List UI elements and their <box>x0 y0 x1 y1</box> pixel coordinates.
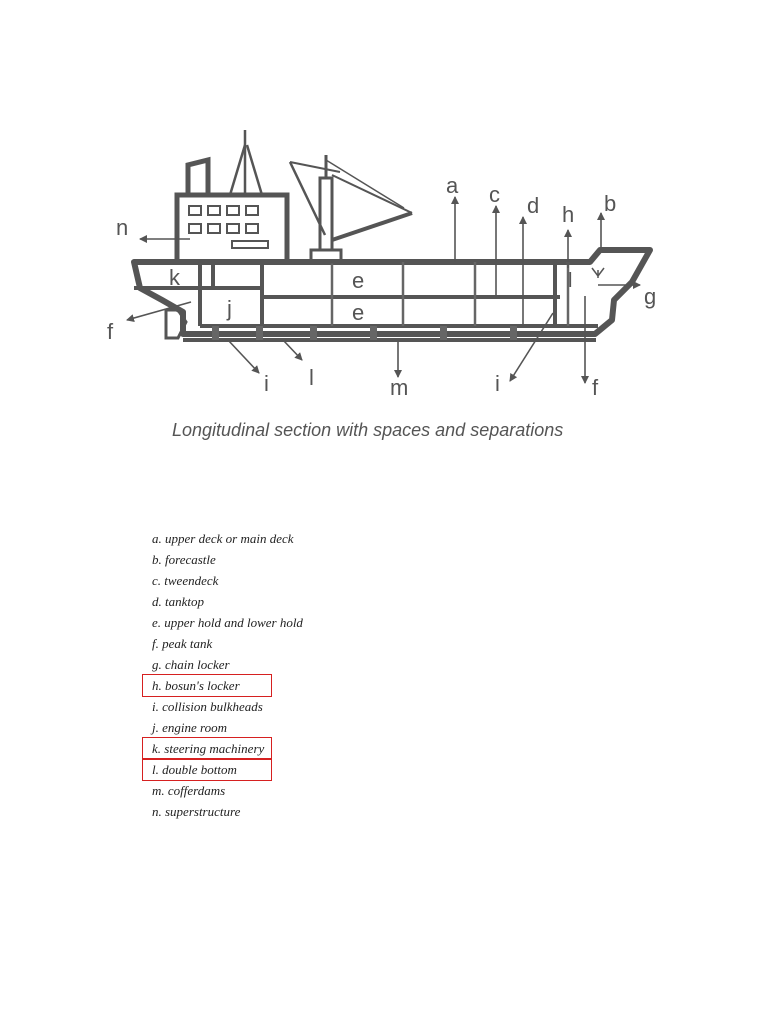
label-c: c <box>489 182 500 207</box>
label-j: j <box>227 296 232 321</box>
superstructure-windows <box>189 206 268 248</box>
legend-item-c: c. tweendeck <box>152 573 219 588</box>
legend-item-d: d. tanktop <box>152 594 204 609</box>
legend-item-m: m. cofferdams <box>152 783 226 798</box>
anchor-symbol <box>592 268 604 278</box>
legend-list <box>152 528 303 822</box>
legend-item-l-highlighted: l. double bottom <box>152 759 303 780</box>
funnel <box>188 160 208 195</box>
label-b: b <box>604 191 617 216</box>
label-n: n <box>116 215 129 240</box>
legend-item-i: i. collision bulkheads <box>152 699 263 714</box>
label-f-stern: f <box>107 319 114 344</box>
label-i-stern: i <box>264 371 269 396</box>
label-e-lower: e <box>352 300 365 325</box>
legend-item-f: f. peak tank <box>152 636 213 651</box>
legend-item-a: a. upper deck or main deck <box>152 531 294 546</box>
label-k: k <box>169 265 180 290</box>
arrow-i-stern <box>228 340 259 373</box>
label-h: h <box>562 202 575 227</box>
label-a: a <box>446 173 459 198</box>
label-e-upper: e <box>352 268 365 293</box>
label-f-bow: f <box>592 375 599 400</box>
label-l-bottom: l <box>309 365 314 390</box>
legend-item-h-highlighted: h. bosun's locker <box>152 675 303 696</box>
label-m: m <box>390 375 409 400</box>
crane <box>290 155 412 262</box>
ship-section-diagram <box>0 110 768 410</box>
label-g: g <box>644 284 657 309</box>
arrow-i-bow <box>510 313 553 381</box>
legend-item-j: j. engine room <box>152 720 227 735</box>
legend-item-k-highlighted: k. steering machinery <box>152 738 303 759</box>
diagram-caption: Longitudinal section with spaces and separations <box>172 420 564 440</box>
label-l-box: l <box>568 270 573 292</box>
label-i-bow: i <box>495 371 500 396</box>
legend-item-g: g. chain locker <box>152 657 230 672</box>
mast <box>230 130 262 195</box>
label-d: d <box>527 193 540 218</box>
legend-item-n: n. superstructure <box>152 804 241 819</box>
legend-item-e: e. upper hold and lower hold <box>152 615 303 630</box>
arrow-l <box>283 340 302 360</box>
legend-item-b: b. forecastle <box>152 552 216 567</box>
